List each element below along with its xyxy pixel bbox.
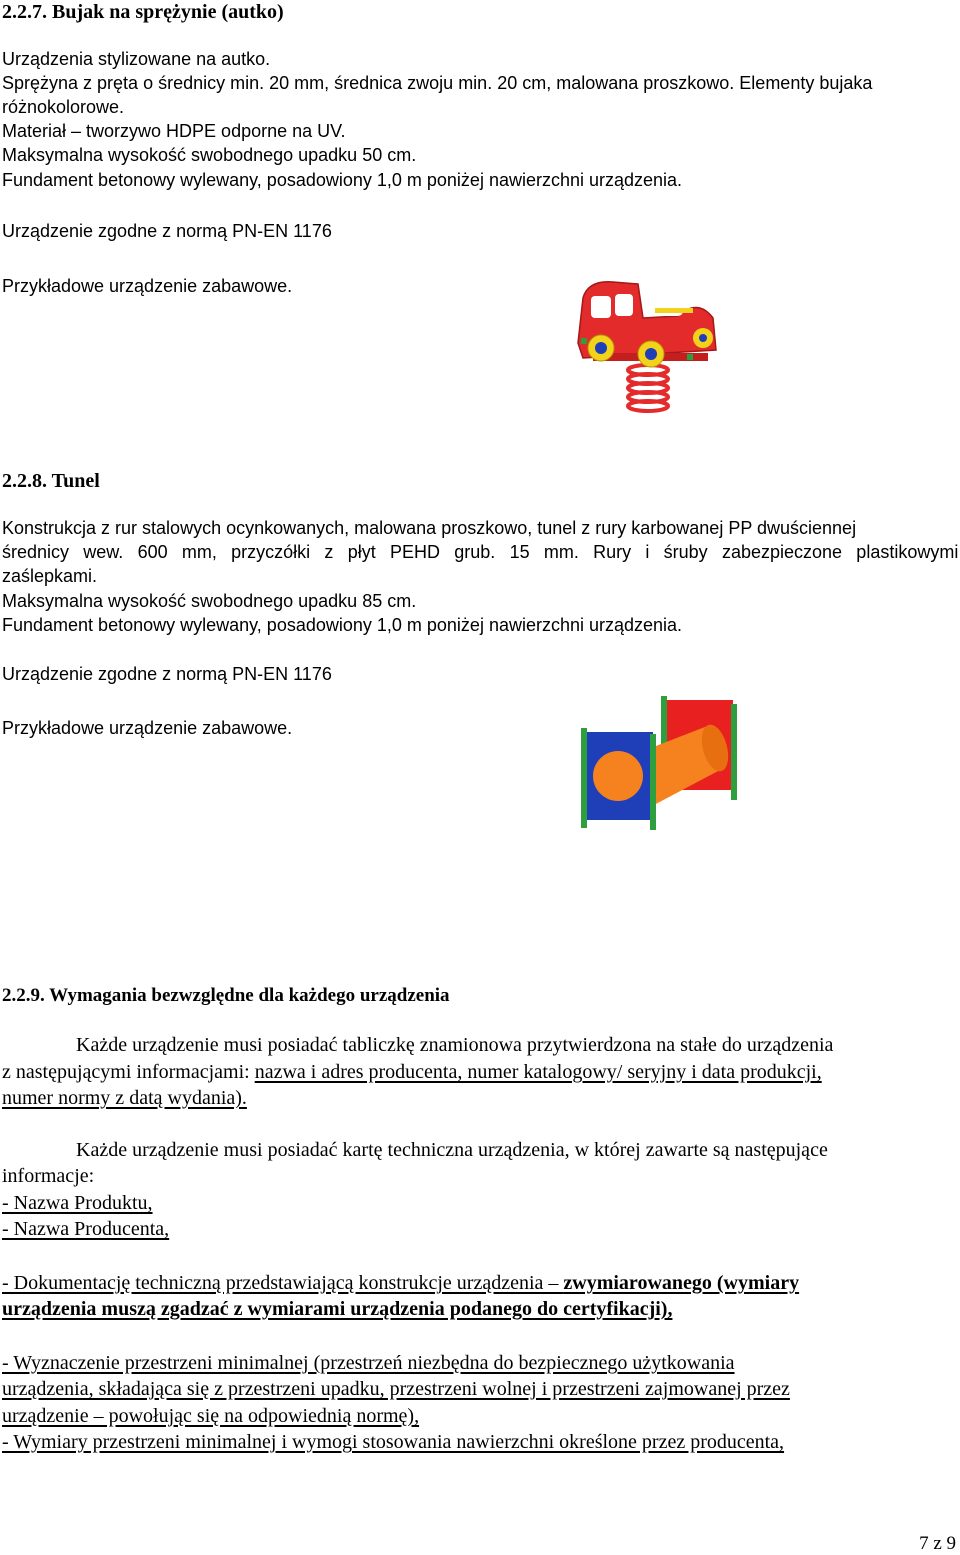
list-item	[2, 1273, 799, 1293]
plain-text: z następującymi informacjami:	[2, 1061, 255, 1083]
paragraph-line: informacje:	[2, 1165, 95, 1187]
bold-underlined-text: zwymiarowanego (wymiary	[563, 1272, 800, 1294]
underlined-text: - Dokumentację techniczną przedstawiającą konstrukcje urządzenia –	[2, 1272, 564, 1294]
list-item: - Wyznaczenie przestrzeni minimalnej (przestrzeń niezbędna do bezpiecznego użytkowania	[2, 1352, 735, 1374]
norm-line: Urządzenie zgodne z normą PN-EN 1176	[2, 221, 332, 241]
list-item: - Wymiary przestrzeni minimalnej i wymogi stosowania nawierzchni określone przez producenta,	[2, 1431, 785, 1453]
text-line: Konstrukcja z rur stalowych ocynkowanych, malowana proszkowo, tunel z rury karbowanej PP dwuściennej	[2, 518, 857, 538]
paragraph-line: numer normy z datą wydania).	[2, 1087, 247, 1109]
text-line: Sprężyna z pręta o średnicy min. 20 mm, średnica zwoju min. 20 cm, malowana proszkowo. Elementy bujaka	[2, 73, 873, 93]
text-line: różnokolorowe.	[2, 97, 125, 117]
paragraph-line	[2, 1062, 822, 1082]
paragraph-line: Każde urządzenie musi posiadać tabliczkę znamionowa przytwierdzona na stałe do urządzenia	[76, 1034, 834, 1056]
list-item-cont: urządzenia, składająca się z przestrzeni upadku, przestrzeni wolnej i przestrzeni zajmowanej przez	[2, 1378, 790, 1400]
list-item-cont: urządzenia muszą zgadzać z wymiarami urządzenia podanego do certyfikacji),	[2, 1298, 673, 1320]
text-line: Fundament betonowy wylewany, posadowiony 1,0 m poniżej nawierzchni urządzenia.	[2, 615, 683, 635]
text-line: Urządzenia stylizowane na autko.	[2, 49, 271, 69]
spring-car-image	[553, 258, 743, 448]
example-caption: Przykładowe urządzenie zabawowe.	[2, 718, 293, 738]
section-heading-227: 2.2.7. Bujak na sprężynie (autko)	[2, 1, 284, 23]
page-number: 7 z 9	[919, 1533, 956, 1554]
paragraph-line: Każde urządzenie musi posiadać kartę techniczna urządzenia, w której zawarte są następujące	[76, 1139, 828, 1161]
example-caption: Przykładowe urządzenie zabawowe.	[2, 276, 293, 296]
tunnel-image	[575, 690, 775, 840]
list-item-cont: urządzenie – powołując się na odpowiednią normę),	[2, 1405, 420, 1427]
text-line: Maksymalna wysokość swobodnego upadku 50 cm.	[2, 145, 417, 165]
underlined-text: nazwa i adres producenta, numer katalogowy/ seryjny i data produkcji,	[254, 1061, 822, 1083]
text-line: Fundament betonowy wylewany, posadowiony 1,0 m poniżej nawierzchni urządzenia.	[2, 170, 683, 190]
text-line: zaślepkami.	[2, 566, 98, 586]
section-heading-229: 2.2.9. Wymagania bezwzględne dla każdego urządzenia	[2, 985, 450, 1006]
section-heading-228: 2.2.8. Tunel	[2, 470, 100, 492]
list-item: - Nazwa Produktu,	[2, 1192, 153, 1214]
norm-line: Urządzenie zgodne z normą PN-EN 1176	[2, 664, 332, 684]
text-line-justified	[2, 543, 958, 561]
text-line: Materiał – tworzywo HDPE odporne na UV.	[2, 121, 346, 141]
text-line: Maksymalna wysokość swobodnego upadku 85 cm.	[2, 591, 417, 611]
justified-line: średnicy wew. 600 mm, przyczółki z płyt PEHD grub. 15 mm. Rury i śruby zabezpieczone plastikowymi	[2, 542, 959, 562]
list-item: - Nazwa Producenta,	[2, 1218, 170, 1240]
